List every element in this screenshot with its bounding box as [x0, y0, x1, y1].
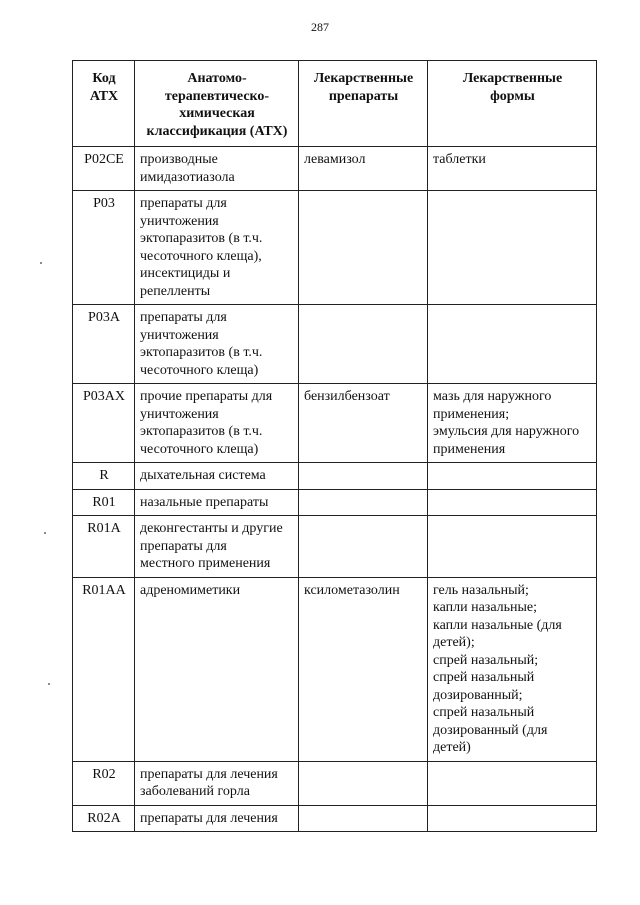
header-code: Код АТХ — [73, 61, 135, 147]
drug-cell — [299, 805, 428, 832]
classification-cell: препараты для лечения заболеваний горла — [135, 761, 299, 805]
form-cell — [428, 761, 597, 805]
classification-cell: препараты для уничтожения эктопаразитов (в т.ч. чесоточного клеща) — [135, 305, 299, 384]
drug-cell — [299, 305, 428, 384]
drug-cell: ксилометазолин — [299, 577, 428, 761]
classification-cell: препараты для уничтожения эктопаразитов (в т.ч. чесоточного клеща), инсектициды и репелленты — [135, 191, 299, 305]
classification-cell: дыхательная система — [135, 463, 299, 490]
code-cell: P03AX — [73, 384, 135, 463]
code-cell: R01AA — [73, 577, 135, 761]
drug-cell: бензилбензоат — [299, 384, 428, 463]
form-cell: мазь для наружного применения; эмульсия для наружного применения — [428, 384, 597, 463]
drug-cell — [299, 463, 428, 490]
table-row — [73, 384, 597, 463]
form-cell: таблетки — [428, 147, 597, 191]
classification-cell: назальные препараты — [135, 489, 299, 516]
classification-cell: производные имидазотиазола — [135, 147, 299, 191]
form-cell — [428, 191, 597, 305]
table-row — [73, 463, 597, 490]
page-number: 287 — [311, 20, 329, 34]
header-drugs: Лекарственные препараты — [299, 61, 428, 147]
table-row — [73, 305, 597, 384]
form-cell — [428, 516, 597, 578]
code-cell: P03 — [73, 191, 135, 305]
header-classification: Анатомо- терапевтическо- химическая классификация (АТХ) — [135, 61, 299, 147]
table-row — [73, 577, 597, 761]
code-cell: R02A — [73, 805, 135, 832]
table-row — [73, 489, 597, 516]
code-cell: P03A — [73, 305, 135, 384]
table-row — [73, 805, 597, 832]
scan-speck — [44, 532, 46, 534]
drug-cell — [299, 489, 428, 516]
classification-cell: прочие препараты для уничтожения эктопаразитов (в т.ч. чесоточного клеща) — [135, 384, 299, 463]
drug-cell: левамизол — [299, 147, 428, 191]
scan-speck — [48, 683, 50, 685]
form-cell — [428, 305, 597, 384]
code-cell: R01A — [73, 516, 135, 578]
code-cell: R02 — [73, 761, 135, 805]
drug-cell — [299, 516, 428, 578]
table-row — [73, 191, 597, 305]
table-row — [73, 761, 597, 805]
classification-cell: препараты для лечения — [135, 805, 299, 832]
table-row — [73, 147, 597, 191]
form-cell — [428, 805, 597, 832]
table-row — [73, 516, 597, 578]
drug-cell — [299, 761, 428, 805]
drug-cell — [299, 191, 428, 305]
scan-speck — [40, 262, 42, 264]
form-cell — [428, 463, 597, 490]
form-cell — [428, 489, 597, 516]
atx-table — [72, 60, 597, 832]
table-header-row — [73, 61, 597, 147]
form-cell: гель назальный; капли назальные; капли назальные (для детей); спрей назальный; спрей назальный дозированный; спрей назальный дозированный (для детей) — [428, 577, 597, 761]
header-forms: Лекарственные формы — [428, 61, 597, 147]
code-cell: R01 — [73, 489, 135, 516]
classification-cell: деконгестанты и другие препараты для местного применения — [135, 516, 299, 578]
classification-cell: адреномиметики — [135, 577, 299, 761]
code-cell: R — [73, 463, 135, 490]
code-cell: P02CE — [73, 147, 135, 191]
